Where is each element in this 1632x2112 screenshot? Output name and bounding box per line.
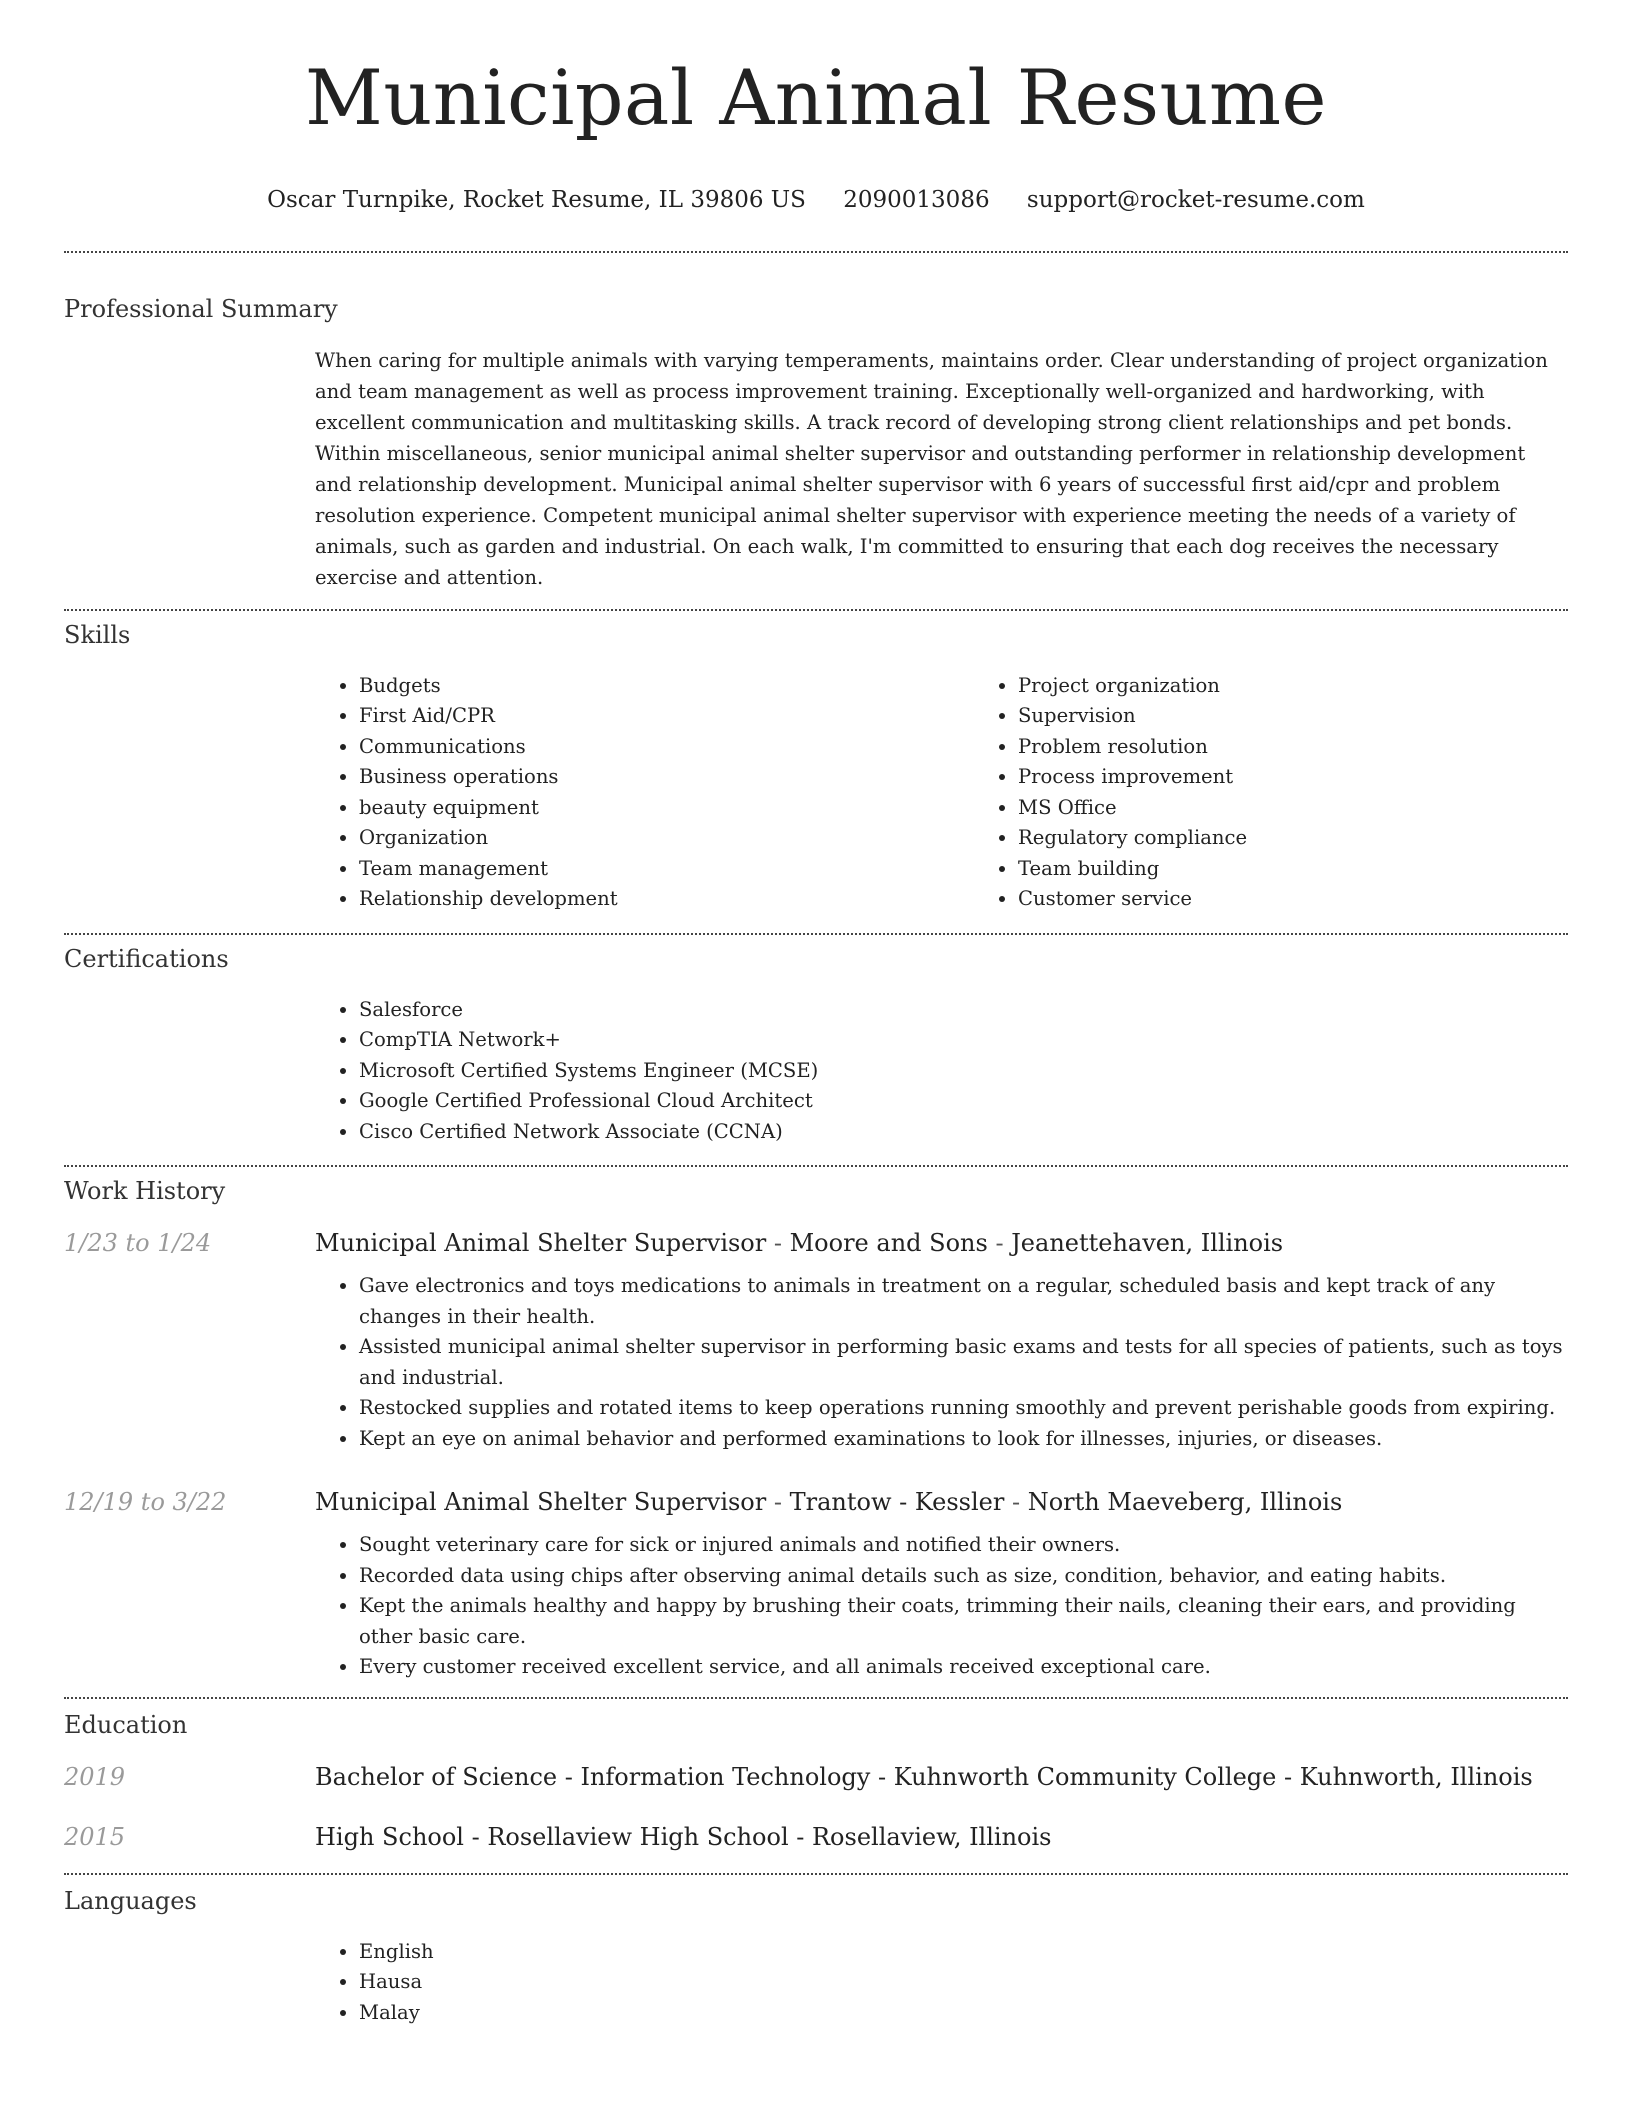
- job-location: North Maeveberg, Illinois: [1027, 1488, 1343, 1517]
- job-company: Trantow - Kessler: [789, 1488, 1005, 1517]
- section-divider: [64, 933, 1568, 935]
- skill-item: • Team building: [1018, 854, 1632, 885]
- section-divider: [64, 609, 1568, 611]
- work-heading: Work History: [64, 1177, 226, 1206]
- skill-item: • Problem resolution: [1018, 732, 1632, 763]
- education-text: High School - Rosellaview High School - Rosellaview, Illinois: [315, 1822, 1052, 1851]
- education-date: 2015: [64, 1822, 126, 1851]
- language-item: • English: [359, 1937, 1568, 1968]
- section-divider: [64, 1697, 1568, 1699]
- certification-item: • Salesforce: [359, 995, 1568, 1026]
- skill-item: • Budgets: [359, 671, 974, 702]
- education-date: 2019: [64, 1762, 126, 1791]
- skill-item: • MS Office: [1018, 793, 1632, 824]
- education-entry: [64, 1823, 1568, 1851]
- skills-column-right: [974, 671, 1632, 915]
- languages-heading: Languages: [64, 1886, 197, 1915]
- job-company: Moore and Sons: [789, 1229, 988, 1258]
- section-divider: [64, 1873, 1568, 1875]
- skill-item: • Supervision: [1018, 701, 1632, 732]
- job-date: 12/19 to 3/22: [64, 1488, 227, 1517]
- education-entry: [64, 1763, 1568, 1791]
- resume-title: Municipal Animal Resume: [305, 53, 1327, 142]
- job-duty: • Kept an eye on animal behavior and performed examinations to look for illnesses, injuries, or diseases.: [359, 1424, 1568, 1455]
- job-entry: [64, 1229, 1568, 1257]
- skill-item: • beauty equipment: [359, 793, 974, 824]
- job-duty: • Restocked supplies and rotated items to keep operations running smoothly and prevent perishable goods from expiring.: [359, 1393, 1568, 1424]
- job-duty: • Gave electronics and toys medications to animals in treatment on a regular, scheduled basis and kept track of any changes in their health.: [359, 1271, 1568, 1332]
- certification-item: • Cisco Certified Network Associate (CCNA): [359, 1117, 1568, 1148]
- skill-item: • Project organization: [1018, 671, 1632, 702]
- job-duty: • Sought veterinary care for sick or injured animals and notified their owners.: [359, 1530, 1568, 1561]
- skills-column-left: [315, 671, 974, 915]
- job-duty: • Every customer received excellent service, and all animals received exceptional care.: [359, 1652, 1568, 1683]
- skill-item: • Business operations: [359, 762, 974, 793]
- language-item: • Hausa: [359, 1967, 1568, 1998]
- job-title: Municipal Animal Shelter Supervisor: [315, 1229, 767, 1258]
- skill-item: • Regulatory compliance: [1018, 823, 1632, 854]
- education-heading: Education: [64, 1710, 188, 1739]
- resume-page: [64, 0, 1568, 2028]
- certifications-heading: Certifications: [64, 944, 229, 973]
- job-date: 1/23 to 1/24: [64, 1229, 212, 1258]
- certifications-list: [315, 995, 1568, 1148]
- job-duties: [315, 1530, 1568, 1683]
- certification-item: • Google Certified Professional Cloud Architect: [359, 1086, 1568, 1117]
- skill-item: • Organization: [359, 823, 974, 854]
- certification-item: • CompTIA Network+: [359, 1025, 1568, 1056]
- job-duty: • Recorded data using chips after observing animal details such as size, condition, behavior, and eating habits.: [359, 1561, 1568, 1592]
- section-divider: [64, 1165, 1568, 1167]
- section-divider: [64, 251, 1568, 253]
- contact-line: [64, 187, 1568, 213]
- summary-text: When caring for multiple animals with varying temperaments, maintains order. Clear understanding of project organization and team management as well as process improvement training. Exceptionally well-organized and hardworking, with excellent communication and multitasking skills. A track record of developing strong client relationships and pet bonds. Within miscellaneous, senior municipal animal shelter supervisor and outstanding performer in relationship development and relationship development. Municipal animal shelter supervisor with 6 years of successful first aid/cpr and problem resolution experience. Competent municipal animal shelter supervisor with experience meeting the needs of a variety of animals, such as garden and industrial. On each walk, I'm committed to ensuring that each dog receives the necessary exercise and attention.: [315, 348, 1548, 589]
- skill-item: • Process improvement: [1018, 762, 1632, 793]
- skill-item: • Team management: [359, 854, 974, 885]
- contact-email: support@rocket-resume.com: [1026, 186, 1365, 213]
- contact-phone: 2090013086: [843, 186, 990, 213]
- skill-item: • Relationship development: [359, 884, 974, 915]
- contact-address: Oscar Turnpike, Rocket Resume, IL 39806 US: [267, 186, 806, 213]
- job-heading: Municipal Animal Shelter Supervisor - Trantow - Kessler - North Maeveberg, Illinois: [315, 1488, 1343, 1517]
- skill-item: • Customer service: [1018, 884, 1632, 915]
- summary-heading: Professional Summary: [64, 294, 338, 323]
- job-entry: [64, 1488, 1568, 1516]
- skill-item: • Communications: [359, 732, 974, 763]
- job-heading: Municipal Animal Shelter Supervisor - Moore and Sons - Jeanettehaven, Illinois: [315, 1229, 1284, 1258]
- language-item: • Malay: [359, 1998, 1568, 2029]
- skills-heading: Skills: [64, 620, 131, 649]
- education-text: Bachelor of Science - Information Technology - Kuhnworth Community College - Kuhnworth, Illinois: [315, 1762, 1533, 1791]
- job-location: Jeanettehaven, Illinois: [1011, 1229, 1284, 1258]
- skill-item: • First Aid/CPR: [359, 701, 974, 732]
- certification-item: • Microsoft Certified Systems Engineer (MCSE): [359, 1056, 1568, 1087]
- job-duty: • Kept the animals healthy and happy by brushing their coats, trimming their nails, cleaning their ears, and providing other basic care.: [359, 1591, 1568, 1652]
- job-title: Municipal Animal Shelter Supervisor: [315, 1488, 767, 1517]
- job-duty: • Assisted municipal animal shelter supervisor in performing basic exams and tests for all species of patients, such as toys and industrial.: [359, 1332, 1568, 1393]
- skills-list: [315, 671, 1568, 915]
- languages-list: [315, 1937, 1568, 2029]
- job-duties: [315, 1271, 1568, 1454]
